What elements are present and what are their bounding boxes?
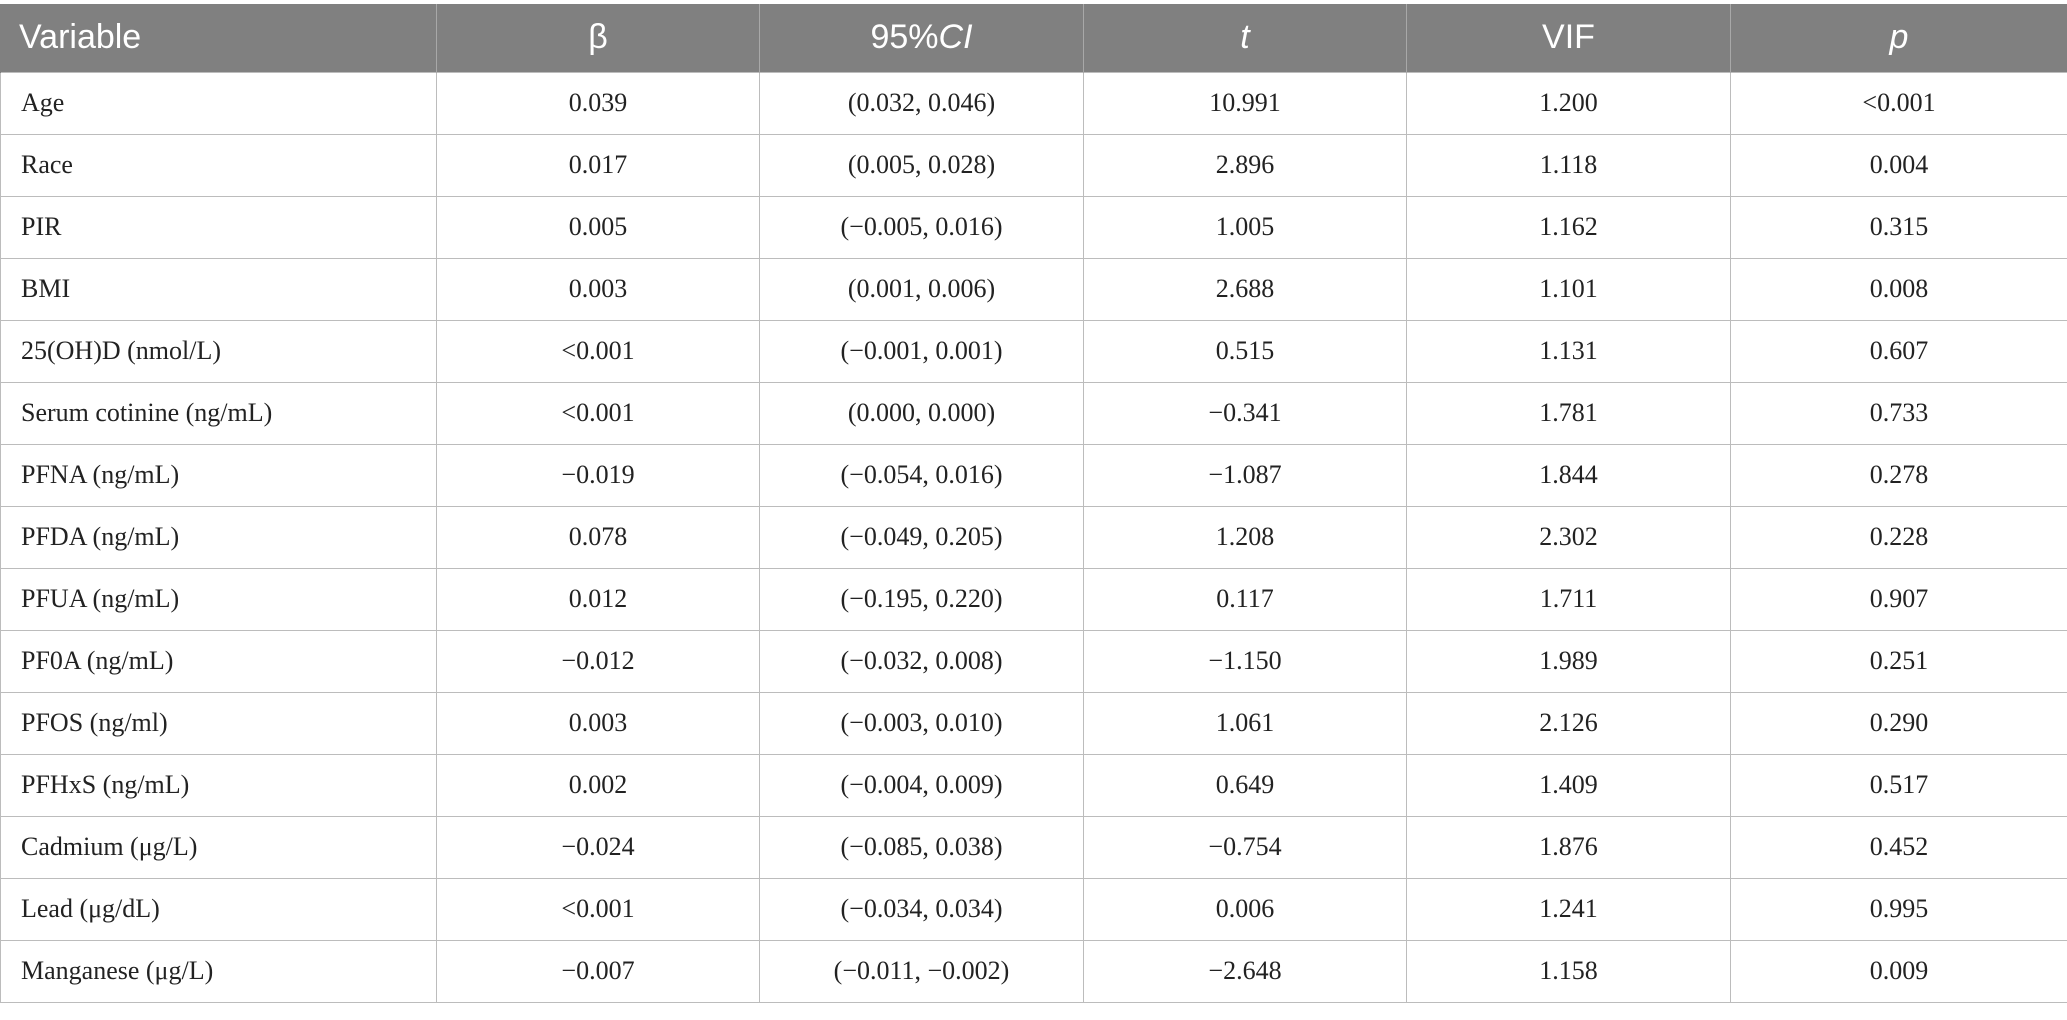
header-beta: β (437, 4, 760, 72)
cell-vif: 1.131 (1407, 320, 1731, 382)
table-row (1, 816, 2067, 878)
cell-ci: (−0.011, −0.002) (760, 940, 1084, 1002)
cell-vif: 1.200 (1407, 72, 1731, 134)
cell-p: 0.290 (1731, 692, 2067, 754)
cell-p: <0.001 (1731, 72, 2067, 134)
cell-beta: 0.005 (437, 196, 760, 258)
cell-variable: PFDA (ng/mL) (1, 506, 437, 568)
cell-vif: 1.101 (1407, 258, 1731, 320)
cell-variable: Cadmium (μg/L) (1, 816, 437, 878)
table-row (1, 320, 2067, 382)
cell-t: 1.208 (1084, 506, 1407, 568)
cell-t: 0.649 (1084, 754, 1407, 816)
cell-t: −0.754 (1084, 816, 1407, 878)
cell-p: 0.251 (1731, 630, 2067, 692)
header-p (1731, 4, 2067, 72)
table-row (1, 630, 2067, 692)
regression-table (0, 4, 2067, 1003)
cell-variable: Manganese (μg/L) (1, 940, 437, 1002)
cell-vif: 1.844 (1407, 444, 1731, 506)
cell-vif: 2.302 (1407, 506, 1731, 568)
table-row (1, 382, 2067, 444)
header-ci-prefix: 95% (870, 18, 939, 57)
cell-p: 0.278 (1731, 444, 2067, 506)
table-row (1, 258, 2067, 320)
header-t (1084, 4, 1407, 72)
table-row (1, 134, 2067, 196)
cell-t: 0.515 (1084, 320, 1407, 382)
cell-vif: 1.162 (1407, 196, 1731, 258)
cell-ci: (−0.054, 0.016) (760, 444, 1084, 506)
table-row (1, 878, 2067, 940)
cell-t: 1.005 (1084, 196, 1407, 258)
cell-variable: PFHxS (ng/mL) (1, 754, 437, 816)
cell-beta: <0.001 (437, 320, 760, 382)
cell-beta: 0.012 (437, 568, 760, 630)
cell-ci: (−0.003, 0.010) (760, 692, 1084, 754)
cell-p: 0.228 (1731, 506, 2067, 568)
cell-t: 2.896 (1084, 134, 1407, 196)
cell-ci: (0.001, 0.006) (760, 258, 1084, 320)
cell-beta: 0.078 (437, 506, 760, 568)
cell-variable: PFNA (ng/mL) (1, 444, 437, 506)
cell-t: 1.061 (1084, 692, 1407, 754)
table-row (1, 506, 2067, 568)
cell-variable: Race (1, 134, 437, 196)
cell-p: 0.009 (1731, 940, 2067, 1002)
table-body (1, 72, 2067, 1002)
cell-p: 0.733 (1731, 382, 2067, 444)
cell-beta: −0.012 (437, 630, 760, 692)
cell-p: 0.607 (1731, 320, 2067, 382)
header-t-label: t (1240, 18, 1250, 57)
cell-variable: BMI (1, 258, 437, 320)
cell-vif: 1.711 (1407, 568, 1731, 630)
table-row (1, 72, 2067, 134)
cell-variable: Serum cotinine (ng/mL) (1, 382, 437, 444)
cell-ci: (−0.032, 0.008) (760, 630, 1084, 692)
cell-beta: −0.019 (437, 444, 760, 506)
cell-vif: 1.781 (1407, 382, 1731, 444)
table-row (1, 196, 2067, 258)
cell-p: 0.008 (1731, 258, 2067, 320)
cell-t: 10.991 (1084, 72, 1407, 134)
cell-p: 0.995 (1731, 878, 2067, 940)
table-header (1, 4, 2067, 72)
header-row (1, 4, 2067, 72)
table-row (1, 754, 2067, 816)
cell-p: 0.517 (1731, 754, 2067, 816)
cell-t: 0.117 (1084, 568, 1407, 630)
cell-ci: (−0.005, 0.016) (760, 196, 1084, 258)
cell-t: −1.087 (1084, 444, 1407, 506)
header-ci (760, 4, 1084, 72)
table-row (1, 692, 2067, 754)
table-row (1, 940, 2067, 1002)
cell-t: −0.341 (1084, 382, 1407, 444)
cell-vif: 1.241 (1407, 878, 1731, 940)
cell-beta: 0.003 (437, 258, 760, 320)
cell-beta: −0.024 (437, 816, 760, 878)
cell-ci: (−0.034, 0.034) (760, 878, 1084, 940)
cell-ci: (0.000, 0.000) (760, 382, 1084, 444)
cell-variable: PFOS (ng/ml) (1, 692, 437, 754)
cell-variable: PFUA (ng/mL) (1, 568, 437, 630)
cell-ci: (−0.085, 0.038) (760, 816, 1084, 878)
cell-vif: 2.126 (1407, 692, 1731, 754)
cell-beta: 0.039 (437, 72, 760, 134)
header-vif: VIF (1407, 4, 1731, 72)
cell-t: −2.648 (1084, 940, 1407, 1002)
cell-vif: 1.118 (1407, 134, 1731, 196)
cell-vif: 1.989 (1407, 630, 1731, 692)
cell-vif: 1.158 (1407, 940, 1731, 1002)
table-row (1, 444, 2067, 506)
header-ci-italic: CI (938, 18, 973, 57)
cell-variable: 25(OH)D (nmol/L) (1, 320, 437, 382)
cell-beta: <0.001 (437, 382, 760, 444)
cell-ci: (0.005, 0.028) (760, 134, 1084, 196)
cell-ci: (−0.049, 0.205) (760, 506, 1084, 568)
cell-p: 0.004 (1731, 134, 2067, 196)
cell-beta: −0.007 (437, 940, 760, 1002)
header-p-label: p (1889, 18, 1909, 57)
cell-t: −1.150 (1084, 630, 1407, 692)
regression-table-container (0, 4, 2067, 1003)
cell-variable: Lead (μg/dL) (1, 878, 437, 940)
table-row (1, 568, 2067, 630)
cell-vif: 1.409 (1407, 754, 1731, 816)
cell-beta: <0.001 (437, 878, 760, 940)
header-variable: Variable (1, 4, 437, 72)
cell-ci: (−0.195, 0.220) (760, 568, 1084, 630)
cell-variable: Age (1, 72, 437, 134)
cell-vif: 1.876 (1407, 816, 1731, 878)
cell-p: 0.315 (1731, 196, 2067, 258)
cell-t: 0.006 (1084, 878, 1407, 940)
cell-p: 0.907 (1731, 568, 2067, 630)
cell-p: 0.452 (1731, 816, 2067, 878)
cell-t: 2.688 (1084, 258, 1407, 320)
cell-variable: PIR (1, 196, 437, 258)
cell-ci: (−0.004, 0.009) (760, 754, 1084, 816)
cell-beta: 0.017 (437, 134, 760, 196)
cell-variable: PF0A (ng/mL) (1, 630, 437, 692)
cell-beta: 0.003 (437, 692, 760, 754)
cell-beta: 0.002 (437, 754, 760, 816)
cell-ci: (−0.001, 0.001) (760, 320, 1084, 382)
cell-ci: (0.032, 0.046) (760, 72, 1084, 134)
